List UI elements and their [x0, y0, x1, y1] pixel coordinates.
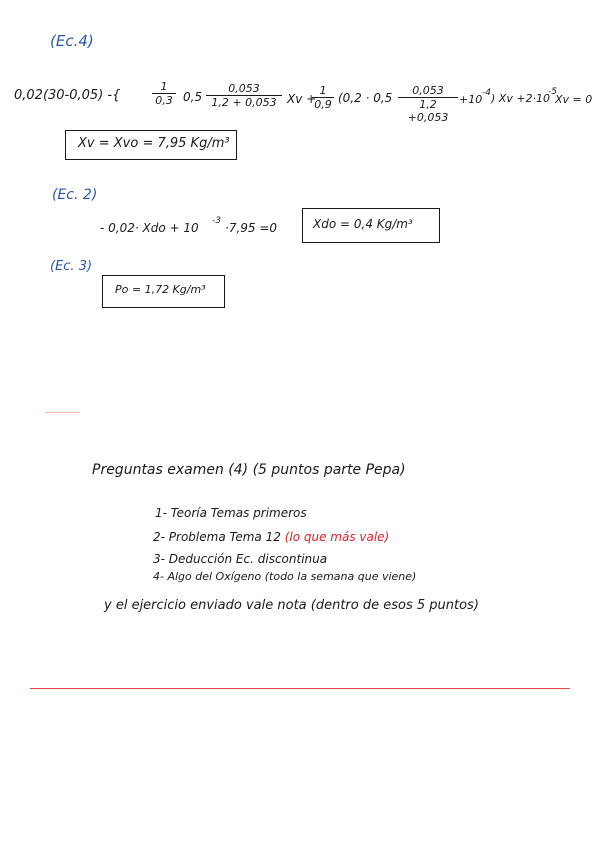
eq4-term-4: +10: [459, 93, 483, 106]
question-item-2-note: (lo que más vale): [284, 530, 390, 544]
eq4-result: Xv = Xvo = 7,95 Kg/m³: [78, 136, 230, 151]
question-item-2-num: 2-: [153, 530, 165, 544]
eq2-result-box: [302, 208, 440, 243]
eq4-fraction-2-num: 0,053: [206, 82, 282, 96]
eq2-exponent: -3: [212, 216, 221, 226]
red-divider-rule: [30, 688, 570, 689]
question-item-1: [155, 506, 307, 520]
eq4-exponent-b: -5: [548, 87, 557, 97]
question-item-3-text: Deducción Ec. discontinua: [168, 552, 328, 566]
eq3-label: (Ec. 3): [50, 259, 93, 274]
eq4-fraction-4-den: 1,2 +0,053: [407, 98, 449, 124]
eq2-result: Xdo = 0,4 Kg/m³: [313, 217, 413, 231]
eq4-fraction-1: [152, 80, 176, 107]
eq4-term-5: ) Xv +2·10: [491, 92, 551, 105]
eq4-fraction-4-num: 0,053: [398, 84, 458, 98]
question-item-2-text: Problema Tema 12: [168, 530, 281, 544]
question-item-3: [153, 552, 327, 566]
eq4-fraction-3-den: 0,9: [314, 98, 332, 111]
eq4-exponent-a: -4: [482, 88, 491, 98]
question-item-4-text: Algo del Oxígeno (todo la semana que viene): [167, 570, 417, 583]
questions-title: Preguntas examen (4) (5 puntos parte Pepa): [92, 462, 406, 478]
eq2-expression-b: ·7,95 =0: [225, 221, 278, 235]
questions-footer: y el ejercicio enviado vale nota (dentro de esos 5 puntos): [104, 598, 479, 613]
eq4-result-box: [65, 130, 237, 160]
question-item-2: [153, 530, 389, 544]
eq3-result-box: [102, 275, 225, 308]
question-item-4-num: 4-: [153, 570, 164, 583]
eq3-result: Po = 1,72 Kg/m³: [115, 283, 206, 296]
eq4-fraction-1-num: 1: [152, 80, 176, 94]
question-item-4: [153, 570, 416, 583]
eq4-fraction-1-den: 0,3: [155, 94, 173, 107]
eq2-label: (Ec. 2): [52, 187, 98, 203]
eq2-expression-a: - 0,02· Xdo + 10: [100, 221, 199, 235]
eq4-term-1: 0,5: [183, 90, 203, 104]
eq4-term-3: (0,2 · 0,5: [338, 91, 393, 105]
eq4-term-6: Xv = 0: [555, 93, 593, 106]
question-item-1-text: Teoría Temas primeros: [170, 506, 307, 520]
question-item-3-num: 3-: [153, 552, 165, 566]
eq4-term-2: Xv +: [287, 92, 317, 106]
eq4-label: (Ec.4): [50, 32, 94, 50]
short-red-mark: [46, 412, 80, 413]
eq4-fraction-3: [312, 84, 334, 111]
question-item-1-num: 1-: [155, 506, 167, 520]
eq4-fraction-4: [398, 84, 458, 124]
eq4-fraction-2-den: 1,2 + 0,053: [211, 96, 277, 109]
eq4-part-1: 0,02(30-0,05) -{: [14, 88, 121, 103]
eq4-fraction-3-num: 1: [312, 84, 334, 98]
eq4-fraction-2: [206, 82, 282, 109]
